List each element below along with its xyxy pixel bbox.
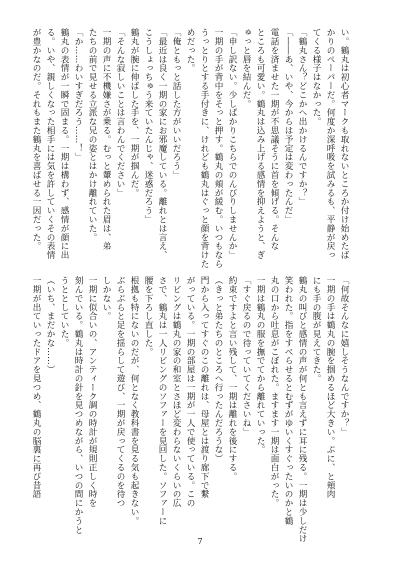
text-column: さで、鶴丸は一人リビングのソファーを見回した。ソファーに	[157, 276, 167, 526]
text-column: 「申し訳ない。少しばかりこちらでのんびりしませんか」	[227, 28, 237, 260]
text-column: 「最近は良く一期の家にお邪魔している。離れとは言え、	[157, 28, 167, 260]
text-column: 「そんな寂しいことは言わんでください」	[115, 28, 125, 198]
text-column: 「――あ、いや、今からは予定は変わったんだ」	[283, 28, 293, 224]
text-column: ところも可愛い。鶴丸は込み上げる感情を抑えようと、ぎ	[255, 28, 265, 260]
text-column: 腰を下ろし直した。	[143, 276, 153, 357]
text-column: い。鶴丸は初心者マークも取れないところか付け始めたば	[339, 28, 349, 260]
page-number: 7	[197, 537, 203, 546]
text-column: 鶴丸の叫びと感情の声が何とも言えずに耳に残る。一期は少しだけ	[297, 276, 307, 543]
text-column: （いち、まだかな……）	[45, 276, 55, 374]
text-column: てくる様子はなかった。	[311, 28, 321, 126]
text-column: 一期の手が背中をそっと押す。鶴丸の頬が緩む。いつもなら	[213, 28, 223, 269]
text-column: る。いや、親しくなった相手には気を許していくその表情	[45, 28, 55, 260]
text-column: 刻んでいる。鶴丸は時計の針を見つめながら、いつの間にかうと	[73, 276, 83, 535]
text-column: （きっと弟たちのところへ行ったんだろうな）	[213, 276, 223, 463]
text-column: 門から入ってすぐのこの離れは、母屋とは渡り廊下で繋	[199, 276, 209, 499]
text-column: こうしょっちゅう来ていたんじゃ、迷惑だろう」	[143, 28, 153, 224]
text-column: めだった。	[185, 28, 195, 73]
text-column: 「鶴丸さん？どこかへ出かけるんですか？」	[297, 28, 307, 206]
text-column: 一期は鶴丸の服を撫でてから離れていった。	[255, 276, 265, 454]
text-column: 根拠も特にないのだが、何となく教科書を見る気も起きない。	[129, 276, 139, 526]
text-column: 鶴丸の表情が一瞬で固まる。一期は構わず、感情が顔に出	[59, 28, 69, 260]
text-column: が豊かなのだ。それもまた鶴丸を喜ばせる一因だった。	[31, 28, 41, 251]
text-column: かりのペーパーだ。何度か深呼吸を試みるも、平静が戻っ	[325, 28, 335, 260]
bottom-text-block	[31, 276, 351, 543]
text-column: がっている。一期の部屋は一期が一人で使っている。この	[185, 276, 195, 508]
text-column: 一期の手は鶴丸の腕を掴めるほど大きい。ぷに、と頬肉	[325, 276, 335, 499]
text-column: うととしていた。	[59, 276, 69, 348]
text-column: 一期が出ていったドアを見つめ、鶴丸の脳裏に再び昔語	[31, 276, 41, 499]
text-column: たちの前で見せる立派な兄の姿とはかけ離れていた。	[87, 28, 97, 242]
top-text-block	[31, 28, 351, 269]
text-column: 「か……わいすぎだろう……！」	[73, 28, 83, 162]
text-column: 「何故そんなに嬉しそうなんですか？」	[339, 276, 349, 437]
text-column: しかない。	[101, 276, 111, 321]
text-column: うっとりとする手付きに、けれども鶴丸はぐっと顔を背けた	[199, 28, 209, 269]
text-column: 一期に似合いの、アンティーク調の時計が規則正しく時を	[87, 276, 97, 508]
text-column: リビングは鶴丸の家の和室とさほど変わらないくらいの広	[171, 276, 181, 508]
text-column: ゅっと唇を結んだ。	[241, 28, 251, 109]
text-column: 約束ですよと言い残して、一期は離れを後にする。	[227, 276, 237, 481]
text-column: 電話を済ませた一期が不思議そうに首を傾げる。そんな	[269, 28, 279, 251]
text-column: ぶらぶらと足を揺らして遊び、一期が戻ってくるのを待つ	[115, 276, 125, 508]
text-column: 笑われた。指をすべらせるとむずがゆいくすぐったいのかと鶴	[283, 276, 293, 526]
text-column: 丸の口から吐息がこぼれた。ますます一期は面白がった。	[269, 276, 279, 508]
text-column: 鶴丸が腕に伸ばした手を、一期が掴んだ。	[129, 28, 139, 198]
text-column: 「すぐ戻るので待っていてくださいね」	[241, 276, 251, 437]
text-column: 一期の声に不機嫌さが乗る。むっと顰められた眉は、弟	[101, 28, 111, 251]
text-column: にも手の腹が見えてきた。	[311, 276, 321, 383]
text-column: 「俺ともっと話した方がいいだろう」	[171, 28, 181, 180]
